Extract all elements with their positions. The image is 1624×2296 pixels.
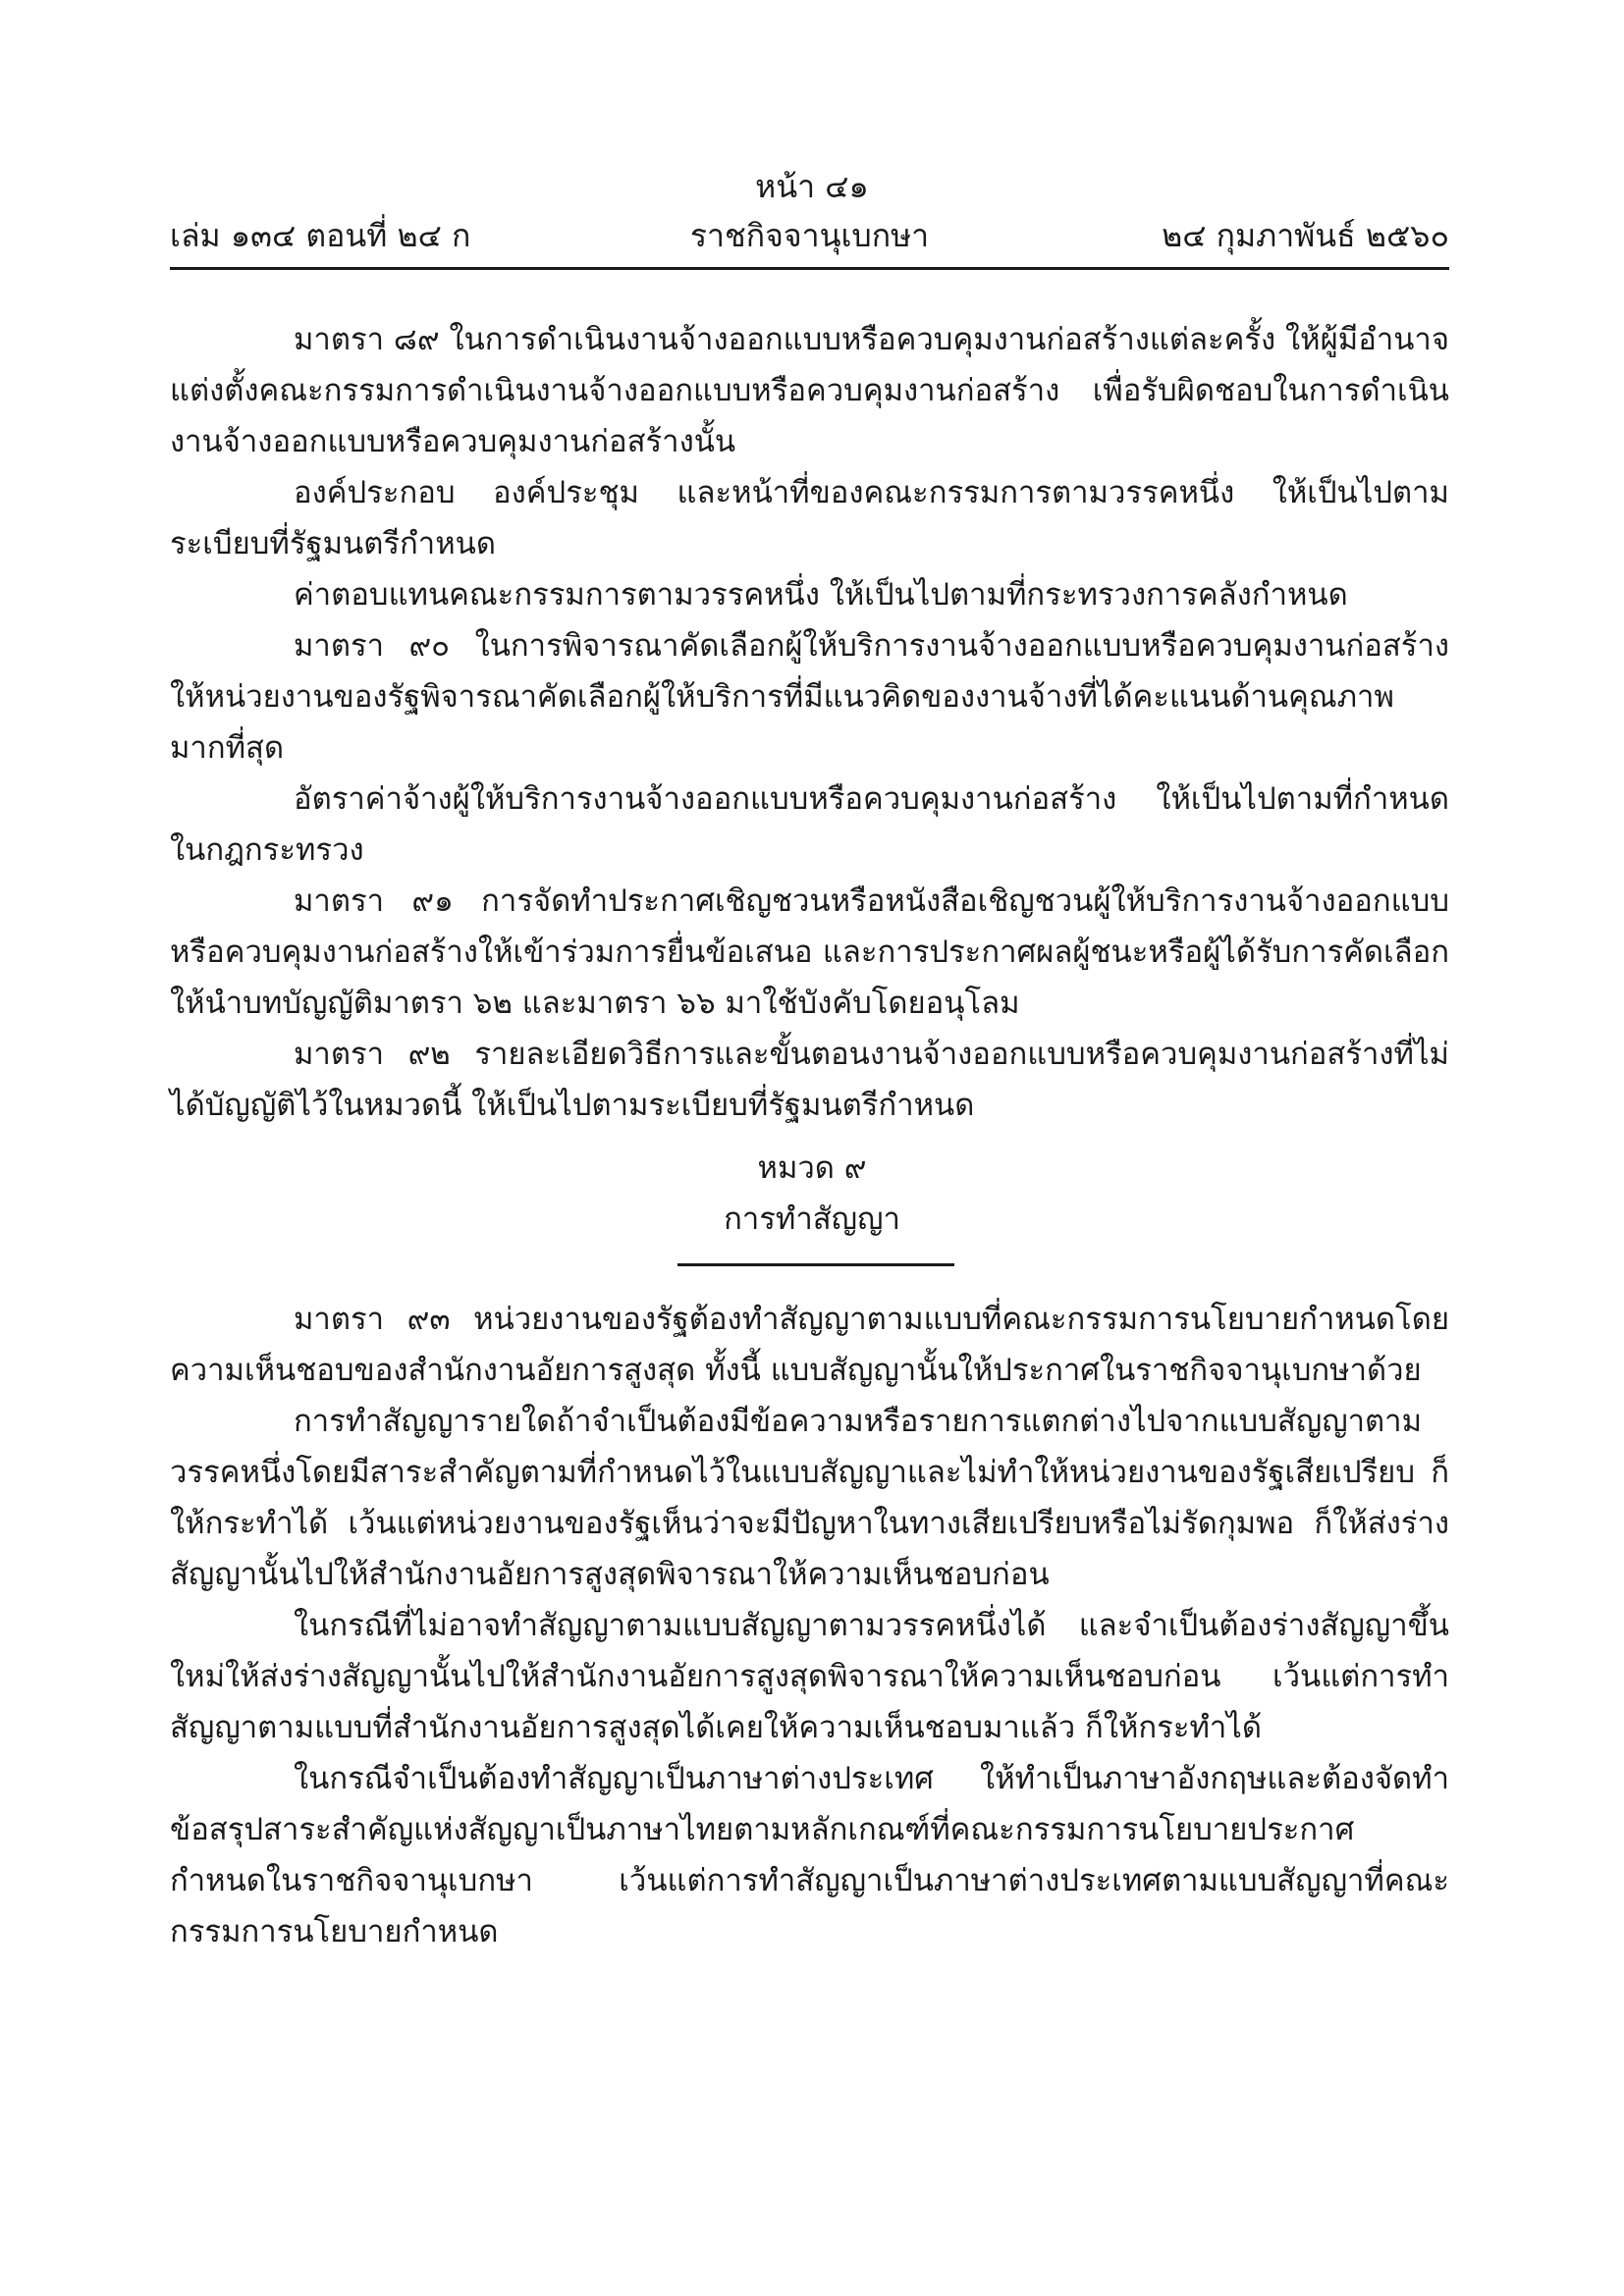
section-93-paragraph	[170, 1294, 1449, 1396]
chapter-title: การทำสัญญา	[724, 1201, 900, 1237]
section-89-paragraph	[170, 314, 1449, 467]
page-number: หน้า ๔๑	[755, 168, 869, 205]
section-90-paragraph	[170, 620, 1449, 774]
paragraph-text: ในการดำเนินงานจ้างออกแบบหรือควบคุมงานก่อสร้างแต่ละครั้ง ให้ผู้มีอำนาจแต่งตั้งคณะกรรมการดำเนินงานจ้างออกแบบหรือควบคุมงานก่อสร้าง เพื่อรับผิดชอบในการดำเนินงานจ้างออกแบบหรือควบคุมงานก่อสร้างนั้น	[170, 322, 1449, 459]
volume-issue: เล่ม ๑๓๔ ตอนที่ ๒๔ ก	[170, 217, 471, 254]
paragraph-text: อัตราค่าจ้างผู้ให้บริการงานจ้างออกแบบหรือควบคุมงานก่อสร้าง ให้เป็นไปตามที่กำหนดในกฎกระทรวง	[170, 781, 1449, 868]
header-divider	[170, 267, 1449, 270]
running-header	[170, 216, 1449, 261]
publication-name: ราชกิจจานุเบกษา	[689, 217, 930, 254]
section-91-paragraph	[170, 876, 1449, 1029]
chapter-divider	[677, 1263, 954, 1266]
paragraph-text: องค์ประกอบ องค์ประชุม และหน้าที่ของคณะกรรมการตามวรรคหนึ่ง ให้เป็นไปตามระเบียบที่รัฐมนตรีกำหนด	[170, 475, 1449, 561]
paragraph-text: หน่วยงานของรัฐต้องทำสัญญาตามแบบที่คณะกรรมการนโยบายกำหนดโดยความเห็นชอบของสำนักงานอัยการสูงสุด ทั้งนี้ แบบสัญญานั้นให้ประกาศในราชกิจจานุเบกษาด้วย	[170, 1302, 1449, 1388]
paragraph-text: ค่าตอบแทนคณะกรรมการตามวรรคหนึ่ง ให้เป็นไปตามที่กระทรวงการคลังกำหนด	[294, 577, 1348, 613]
section-block-1	[170, 314, 1449, 1131]
paragraph	[170, 1396, 1449, 1600]
paragraph	[170, 774, 1449, 876]
paragraph-text: รายละเอียดวิธีการและขั้นตอนงานจ้างออกแบบหรือควบคุมงานก่อสร้างที่ไม่ได้บัญญัติไว้ในหมวดนี้ ให้เป็นไปตามระเบียบที่รัฐมนตรีกำหนด	[170, 1037, 1449, 1123]
section-label: มาตรา ๙๒	[294, 1037, 451, 1072]
section-label: มาตรา ๙๐	[294, 628, 451, 664]
paragraph-text: ในการพิจารณาคัดเลือกผู้ให้บริการงานจ้างออกแบบหรือควบคุมงานก่อสร้าง ให้หน่วยงานของรัฐพิจารณาคัดเลือกผู้ให้บริการที่มีแนวคิดของงานจ้างที่ได้คะแนนด้านคุณภาพมากที่สุด	[170, 628, 1450, 766]
paragraph-text: การจัดทำประกาศเชิญชวนหรือหนังสือเชิญชวนผู้ให้บริการงานจ้างออกแบบหรือควบคุมงานก่อสร้างให้เข้าร่วมการยื่นข้อเสนอ และการประกาศผลผู้ชนะหรือผู้ได้รับการคัดเลือก ให้นำบทบัญญัติมาตรา ๖๒ และมาตรา ๖๖ มาใช้บังคับโดยอนุโลม	[170, 883, 1449, 1021]
paragraph-text: ในกรณีที่ไม่อาจทำสัญญาตามแบบสัญญาตามวรรคหนึ่งได้ และจำเป็นต้องร่างสัญญาขึ้นใหม่ให้ส่งร่างสัญญานั้นไปให้สำนักงานอัยการสูงสุดพิจารณาให้ความเห็นชอบก่อน เว้นแต่การทำสัญญาตามแบบที่สำนักงานอัยการสูงสุดได้เคยให้ความเห็นชอบมาแล้ว ก็ให้กระทำได้	[170, 1608, 1449, 1745]
paragraph-text: การทำสัญญารายใดถ้าจำเป็นต้องมีข้อความหรือรายการแตกต่างไปจากแบบสัญญาตามวรรคหนึ่งโดยมีสาระสำคัญตามที่กำหนดไว้ในแบบสัญญาและไม่ทำให้หน่วยงานของรัฐเสียเปรียบ ก็ให้กระทำได้ เว้นแต่หน่วยงานของรัฐเห็นว่าจะมีปัญหาในทางเสียเปรียบหรือไม่รัดกุมพอ ก็ให้ส่งร่างสัญญานั้นไปให้สำนักงานอัยการสูงสุดพิจารณาให้ความเห็นชอบก่อน	[170, 1404, 1449, 1592]
chapter-number: หมวด ๙	[757, 1150, 867, 1186]
paragraph	[170, 569, 1449, 620]
paragraph	[170, 1753, 1449, 1957]
section-label: มาตรา ๙๓	[294, 1302, 451, 1337]
publication-date: ๒๔ กุมภาพันธ์ ๒๕๖๐	[1162, 217, 1449, 254]
paragraph	[170, 1600, 1449, 1753]
section-label: มาตรา ๘๙	[294, 322, 440, 357]
section-label: มาตรา ๙๑	[294, 883, 454, 919]
paragraph	[170, 467, 1449, 569]
section-92-paragraph	[170, 1029, 1449, 1131]
paragraph-text: ในกรณีจำเป็นต้องทำสัญญาเป็นภาษาต่างประเทศ ให้ทำเป็นภาษาอังกฤษและต้องจัดทำข้อสรุปสาระสำคัญแห่งสัญญาเป็นภาษาไทยตามหลักเกณฑ์ที่คณะกรรมการนโยบายประกาศกำหนดในราชกิจจานุเบกษา เว้นแต่การทำสัญญาเป็นภาษาต่างประเทศตามแบบสัญญาที่คณะกรรมการนโยบายกำหนด	[170, 1761, 1449, 1949]
section-block-2	[170, 1294, 1449, 1957]
